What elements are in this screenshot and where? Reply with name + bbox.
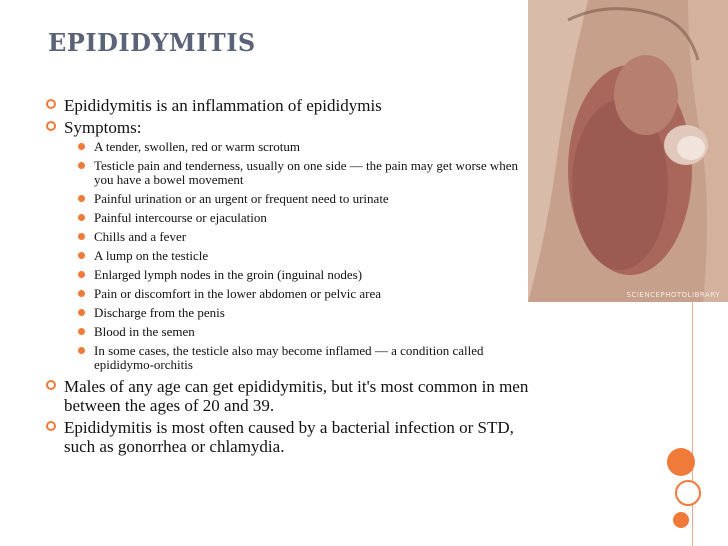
symptom-item: Blood in the semen: [46, 325, 536, 339]
bullet-item: Males of any age can get epididymitis, but it's most common in men between the ages of 20 and 39.: [46, 377, 536, 415]
slide-title: EPIDIDYMITIS: [48, 28, 256, 57]
symptom-item: In some cases, the testicle also may become inflamed — a condition called epididymo-orchitis: [46, 344, 536, 372]
symptom-item: Discharge from the penis: [46, 306, 536, 320]
dot-bullet-icon: [78, 233, 85, 240]
ring-bullet-icon: [46, 421, 56, 431]
dot-bullet-icon: [78, 252, 85, 259]
symptom-item: Testicle pain and tenderness, usually on one side — the pain may get worse when you have a bowel movement: [46, 159, 536, 187]
symptom-item: Chills and a fever: [46, 230, 536, 244]
decorative-dot-icon: [673, 512, 689, 528]
dot-bullet-icon: [78, 309, 85, 316]
dot-bullet-icon: [78, 214, 85, 221]
symptom-item: Pain or discomfort in the lower abdomen or pelvic area: [46, 287, 536, 301]
ring-bullet-icon: [46, 121, 56, 131]
dot-bullet-icon: [78, 328, 85, 335]
symptom-list: [46, 140, 536, 372]
symptom-item: A tender, swollen, red or warm scrotum: [46, 140, 536, 154]
symptom-item: Painful urination or an urgent or frequent need to urinate: [46, 192, 536, 206]
bullet-item: Epididymitis is most often caused by a bacterial infection or STD, such as gonorrhea or chlamydia.: [46, 418, 536, 456]
decorative-ring-icon: [675, 480, 701, 506]
decorative-circle-icon: [667, 448, 695, 476]
dot-bullet-icon: [78, 195, 85, 202]
symptom-item: Painful intercourse or ejaculation: [46, 211, 536, 225]
dot-bullet-icon: [78, 162, 85, 169]
dot-bullet-icon: [78, 143, 85, 150]
dot-bullet-icon: [78, 290, 85, 297]
bullet-item: Epididymitis is an inflammation of epididymis: [46, 96, 536, 115]
photo-credit: SCIENCEPHOTOLIBRARY: [626, 291, 720, 299]
dot-bullet-icon: [78, 347, 85, 354]
ring-bullet-icon: [46, 99, 56, 109]
slide-body: [46, 96, 536, 459]
dot-bullet-icon: [78, 271, 85, 278]
symptom-item: Enlarged lymph nodes in the groin (inguinal nodes): [46, 268, 536, 282]
clinical-photo: [528, 0, 728, 302]
symptom-item: A lump on the testicle: [46, 249, 536, 263]
ring-bullet-icon: [46, 380, 56, 390]
bullet-item: Symptoms:: [46, 118, 536, 137]
